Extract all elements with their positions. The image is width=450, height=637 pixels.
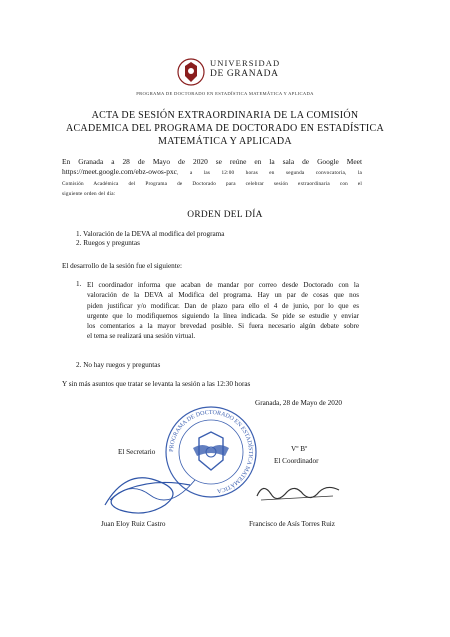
intro-line-3: Comisión Académica del Programa de Doctorado para celebrar sesión extraordinaria con el: [62, 180, 362, 187]
desarrollo-line: el tema se realizará una sesión virtual.: [87, 332, 196, 341]
secretario-name: Juan Eloy Ruiz Castro: [101, 520, 166, 528]
logo-line-2: DE GRANADA: [210, 69, 279, 79]
desarrollo-line: El coordinador informa que acaban de mandar por correo desde Doctorado con la: [87, 281, 359, 289]
coordinador-name: Francisco de Asís Torres Ruiz: [249, 520, 335, 528]
signature-scribble-icon: [95, 450, 215, 520]
desarrollo-line: piden justificar y/o modificar. Dan de plazo para ello el 4 de junio, por lo que es: [87, 301, 359, 310]
intro-line-2: [62, 167, 362, 178]
orden-item-1: 1. Valoración de la DEVA al modifica del programa: [76, 230, 225, 238]
orden-item-2: 2. Ruegos y preguntas: [76, 239, 140, 247]
title-line-2: ACADEMICA DEL PROGRAMA DE DOCTORADO EN ESTADÍSTICA: [65, 123, 385, 134]
desarrollo-item-1-number: 1.: [76, 280, 82, 288]
title-line-1: ACTA DE SESIÓN EXTRAORDINARIA DE LA COMISIÓN: [91, 110, 359, 121]
signature-scribble-icon: [253, 478, 343, 508]
desarrollo-line: urgente que lo modifiquemos siguiendo la línea indicada. Se pide se estudie y enviar: [87, 311, 359, 320]
title-line-3: MATEMÁTICA Y APLICADA: [158, 136, 292, 147]
meet-link[interactable]: https://meet.google.com/ebz-owos-pxc: [62, 167, 177, 177]
vb-label: Vº Bº: [291, 445, 308, 453]
desarrollo-heading: El desarrollo de la sesión fue el siguiente:: [62, 262, 182, 270]
intro-line-1: En Granada a 28 de Mayo de 2020 se reúne en la sala de Google Meet: [62, 157, 362, 166]
desarrollo-item-1: [87, 280, 359, 342]
desarrollo-item-2: 2. No hay ruegos y preguntas: [76, 361, 161, 369]
program-header: PROGRAMA DE DOCTORADO EN ESTADÍSTICA MATEMÁTICA Y APLICADA: [136, 91, 314, 96]
desarrollo-line: los comentarios a la mayor brevedad posible. Si fuera necesario algún debate sobre: [87, 322, 359, 331]
closing-statement: Y sin más asuntos que tratar se levanta la sesión a las 12:30 horas: [62, 380, 251, 388]
logo-wordmark: [210, 58, 280, 80]
secretario-label: El Secretario: [118, 448, 156, 456]
crest-icon: [176, 56, 206, 88]
coordinador-signature: [253, 478, 343, 508]
desarrollo-line: valoración de la DEVA al Modifica del programa. Hay un par de cosas que nos: [87, 291, 359, 300]
intro-paragraph: [62, 157, 362, 199]
orden-list: [76, 230, 224, 248]
orden-heading: ORDEN DEL DÍA: [187, 210, 263, 220]
document-title: [60, 109, 390, 148]
date-line: Granada, 28 de Mayo de 2020: [255, 399, 343, 407]
stamp-text: PROGRAMA DE DOCTORADO EN ESTADÍSTICA MATEMÁTICA: [168, 409, 254, 494]
coordinador-label: El Coordinador: [274, 457, 319, 465]
intro-line-4: siguiente orden del día:: [62, 190, 116, 197]
logo-line-1: UNIVERSIDAD: [210, 58, 281, 68]
intro-line-2-rest: , a las 12:00 horas en segunda convocatoria, la: [176, 170, 362, 177]
secretario-signature: [95, 450, 215, 520]
